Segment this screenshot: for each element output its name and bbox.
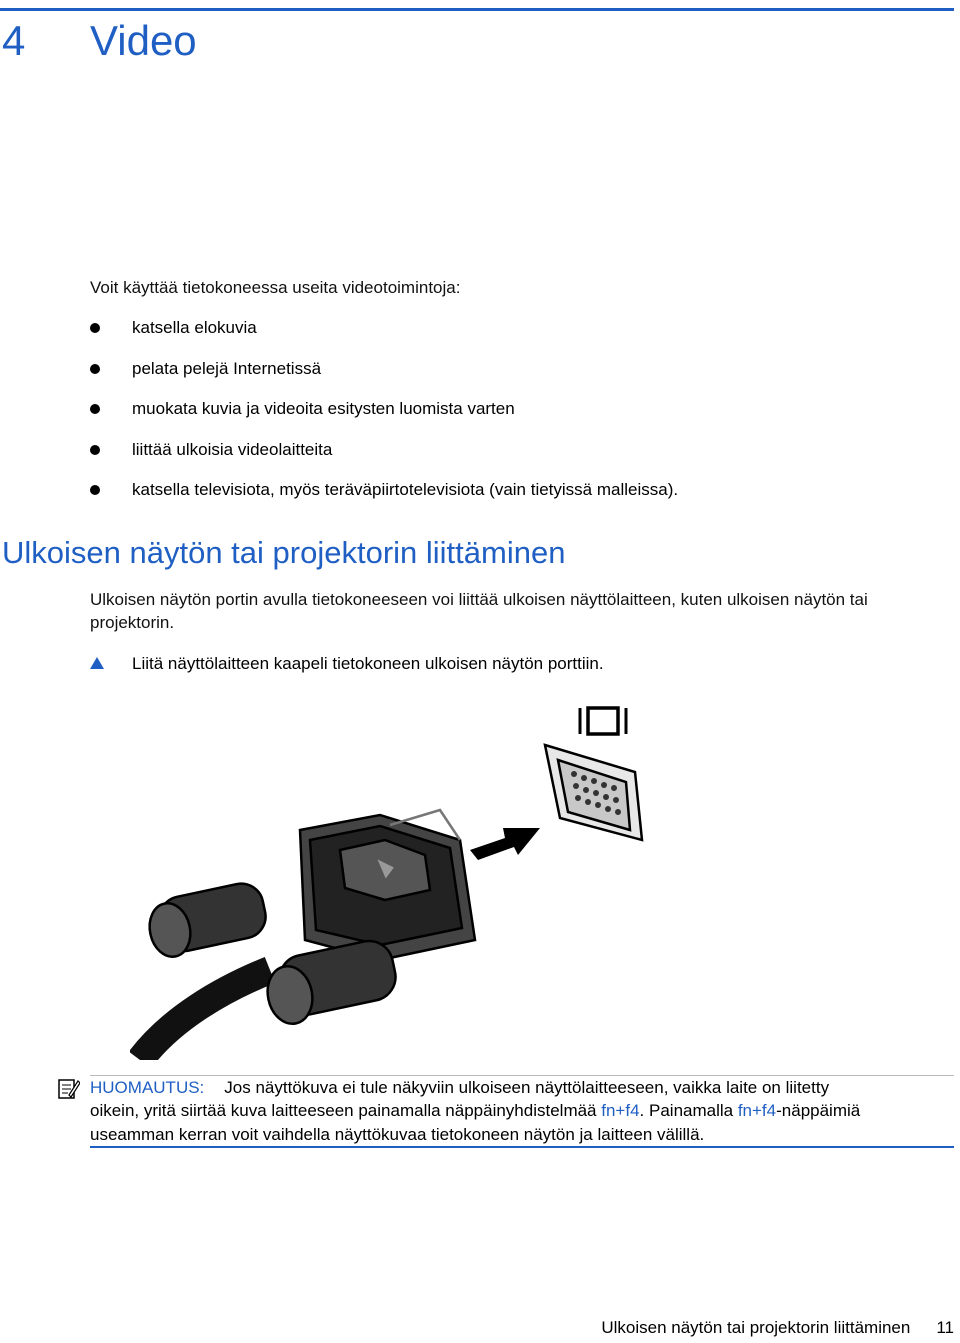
bullet-dot-icon [90,404,100,414]
list-item-text: liittää ulkoisia videolaitteita [132,439,333,459]
feature-list [90,316,678,519]
list-item-text: muokata kuvia ja videoita esitysten luomista varten [132,399,515,418]
section-heading: Ulkoisen näytön tai projektorin liittäminen [2,535,566,570]
step-instruction [90,652,604,675]
note-label: HUOMAUTUS: [90,1078,205,1097]
list-item [90,438,678,479]
bullet-dot-icon [90,445,100,455]
running-title: Ulkoisen näytön tai projektorin liittäminen [601,1318,911,1337]
note-line: useamman kerran voit vaihdella näyttökuvaa tietokoneen näytön ja laitteen välillä. [90,1124,705,1144]
section-paragraph: Ulkoisen näytön portin avulla tietokoneeseen voi liittää ulkoisen näyttölaitteen, kuten ulkoisen näytön tai projektorin. [90,590,868,632]
bullet-dot-icon [90,323,100,333]
list-item-text: katsella televisiota, myös teräväpiirtotelevisiota (vain tietyissä malleissa). [132,480,679,499]
vga-connector-illustration [130,690,660,1060]
page-footer [601,1318,954,1338]
intro-paragraph: Voit käyttää tietokoneessa useita videotoimintoja: [90,278,461,297]
note-text [90,1076,954,1146]
note-pencil-icon [58,1078,80,1100]
chapter-heading [2,14,197,68]
bullet-dot-icon [90,485,100,495]
insert-arrow-icon [470,828,540,860]
vga-port [545,745,642,840]
bullet-dot-icon [90,364,100,374]
note-line: . Painamalla [639,1101,738,1121]
top-rule [0,8,954,11]
note-line: -näppäimiä [776,1101,861,1121]
chapter-title: Video [90,17,197,64]
key-combo: fn+f4 [737,1101,777,1121]
list-item [90,397,678,438]
list-item-text: pelata pelejä Internetissä [132,358,322,378]
key-combo: fn+f4 [601,1101,640,1121]
note-bottom-divider [90,1146,954,1148]
list-item [90,357,678,398]
page-number: 11 [936,1318,954,1337]
note-line: Jos näyttökuva ei tule näkyviin ulkoiseen näyttölaitteeseen, vaikka laite on liitetty [224,1078,830,1097]
external-monitor-port-icon [580,708,626,734]
note-line: oikein, yritä siirtää kuva laitteeseen painamalla näppäinyhdistelmää [90,1101,602,1121]
chapter-number: 4 [2,17,26,64]
list-item [90,316,678,357]
warning-triangle-icon [90,657,104,669]
list-item [90,478,678,519]
cable [140,970,270,1060]
list-item-text: katsella elokuvia [132,318,257,337]
step-text: Liitä näyttölaitteen kaapeli tietokoneen ulkoisen näytön porttiin. [132,654,604,673]
